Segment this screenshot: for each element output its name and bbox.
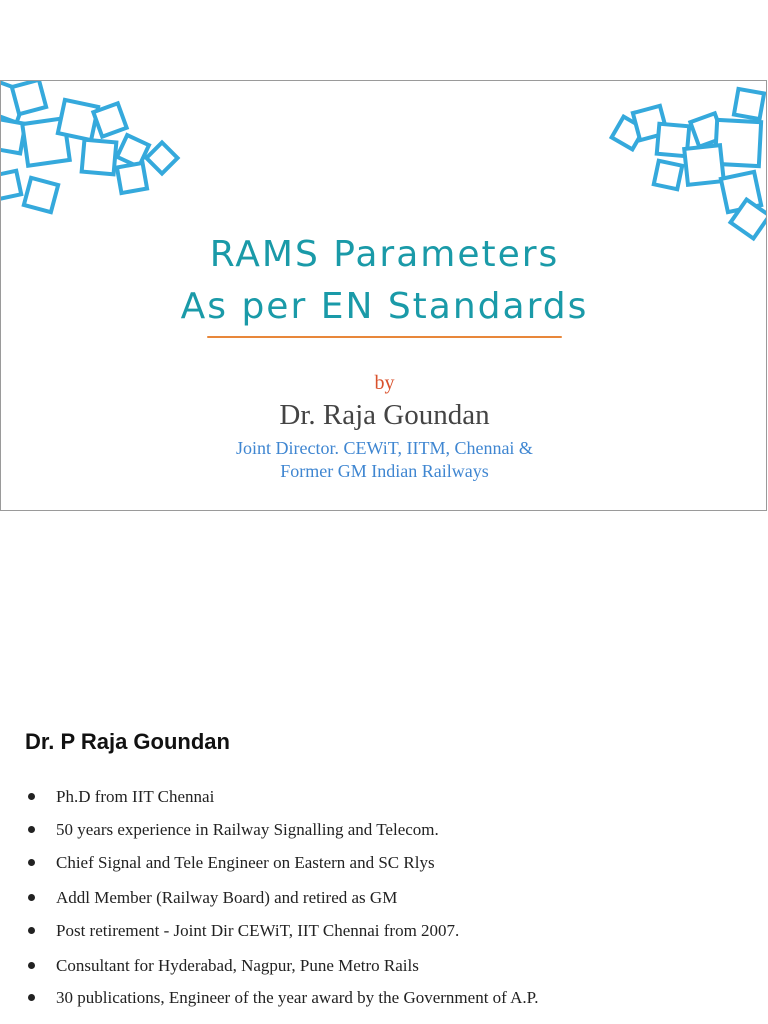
bio-item-text: 50 years experience in Railway Signalling and Telecom.	[56, 820, 439, 839]
bio-heading: Dr. P Raja Goundan	[25, 729, 230, 754]
bio-list-item	[25, 922, 765, 939]
bio-list-item	[25, 788, 765, 805]
bullet-icon	[28, 927, 35, 934]
bio-item-text: Consultant for Hyderabad, Nagpur, Pune Metro Rails	[56, 956, 419, 975]
author-name: Dr. Raja Goundan	[279, 399, 490, 431]
bio-list-item	[25, 854, 765, 871]
author-affiliation-line-1: Joint Director. CEWiT, IITM, Chennai &	[236, 438, 533, 458]
bullet-icon	[28, 859, 35, 866]
bio-list-item	[25, 989, 765, 1006]
bio-item-text: Chief Signal and Tele Engineer on Eastern and SC Rlys	[56, 853, 435, 872]
bio-item-text: Post retirement - Joint Dir CEWiT, IIT Chennai from 2007.	[56, 921, 460, 940]
bullet-icon	[28, 962, 35, 969]
bio-list-item	[25, 957, 765, 974]
bullet-icon	[28, 793, 35, 800]
bio-item-text: 30 publications, Engineer of the year award by the Government of A.P.	[56, 988, 539, 1007]
bullet-icon	[28, 994, 35, 1001]
title-underline	[207, 336, 562, 338]
decorative-squares-left	[1, 81, 211, 261]
by-label: by	[374, 372, 395, 394]
bullet-icon	[28, 894, 35, 901]
slide-title-line-1: RAMS Parameters	[209, 234, 560, 275]
slide-title-line-2: As per EN Standards	[180, 286, 589, 327]
bullet-icon	[28, 826, 35, 833]
title-slide	[0, 80, 767, 511]
decorative-squares-right	[586, 81, 766, 251]
author-affiliation-line-2: Former GM Indian Railways	[280, 461, 489, 481]
bio-list-item	[25, 821, 765, 838]
bio-list-item	[25, 889, 765, 906]
bio-item-text: Ph.D from IIT Chennai	[56, 787, 215, 806]
bio-item-text: Addl Member (Railway Board) and retired as GM	[56, 888, 398, 907]
